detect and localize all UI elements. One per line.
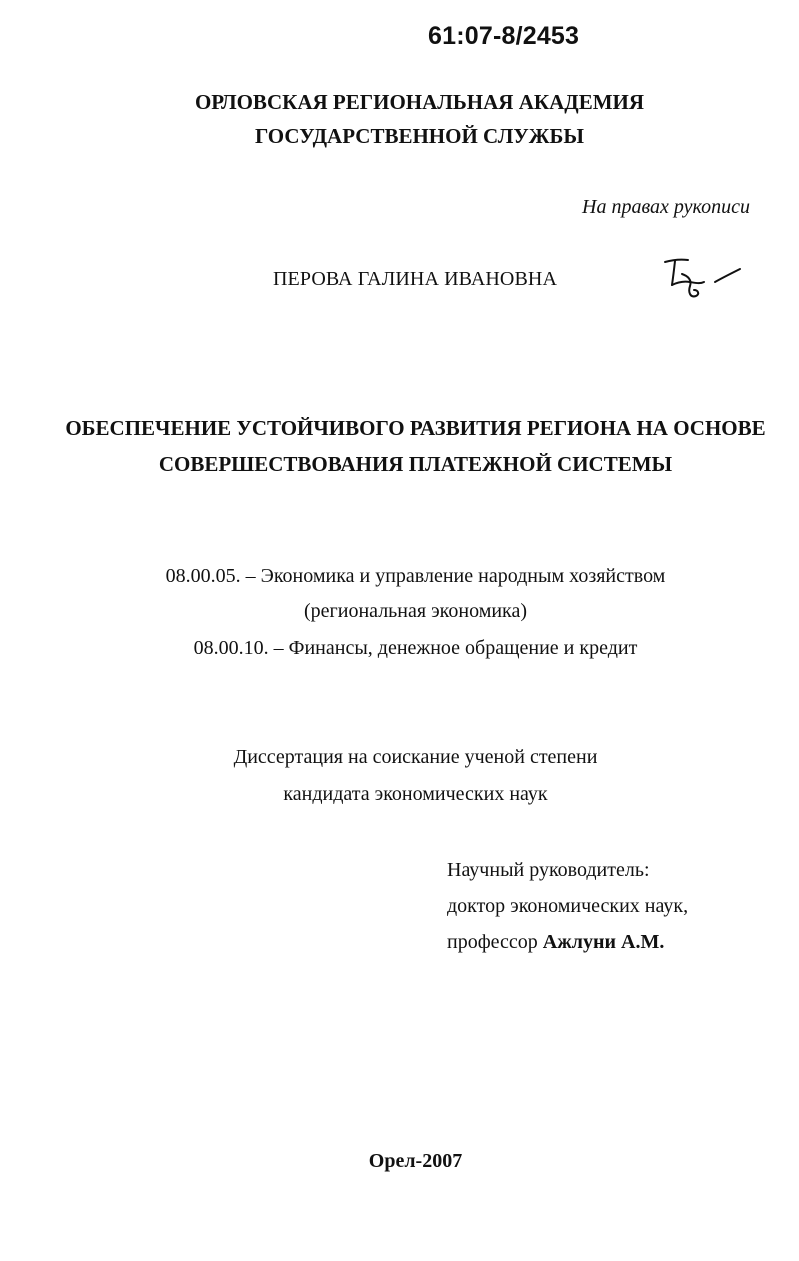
dissertation-degree-line-2: кандидата экономических наук xyxy=(283,783,548,805)
dissertation-title-line-1: ОБЕСПЕЧЕНИЕ УСТОЙЧИВОГО РАЗВИТИЯ РЕГИОНА НА ОСНОВЕ xyxy=(65,416,766,440)
supervisor-label: Научный руководитель: xyxy=(447,859,650,881)
supervisor-degree: доктор экономических наук, xyxy=(447,895,689,917)
city-year: Орел-2007 xyxy=(368,1150,463,1172)
manuscript-rights-note: На правах рукописи xyxy=(582,196,750,218)
author-name: ПЕРОВА ГАЛИНА ИВАНОВНА xyxy=(273,268,557,290)
specialty-line-1: 08.00.05. – Экономика и управление народным хозяйством xyxy=(165,565,666,587)
supervisor-name: Ажлуни А.М. xyxy=(542,931,665,953)
organization-name-line-1: ОРЛОВСКАЯ РЕГИОНАЛЬНАЯ АКАДЕМИЯ xyxy=(194,90,645,114)
handwritten-signature xyxy=(660,252,750,307)
dissertation-degree-line-1: Диссертация на соискание ученой степени xyxy=(233,746,598,768)
specialty-line-3: 08.00.10. – Финансы, денежное обращение и кредит xyxy=(193,637,638,659)
dissertation-title-line-2: СОВЕРШЕСТВОВАНИЯ ПЛАТЕЖНОЙ СИСТЕМЫ xyxy=(158,452,673,476)
supervisor-rank-name xyxy=(447,927,664,957)
specialty-line-2: (региональная экономика) xyxy=(304,600,527,622)
library-stamp-number: 61:07-8/2453 xyxy=(428,22,580,50)
organization-name-line-2: ГОСУДАРСТВЕННОЙ СЛУЖБЫ xyxy=(254,124,585,148)
supervisor-rank: профессор xyxy=(447,931,538,953)
